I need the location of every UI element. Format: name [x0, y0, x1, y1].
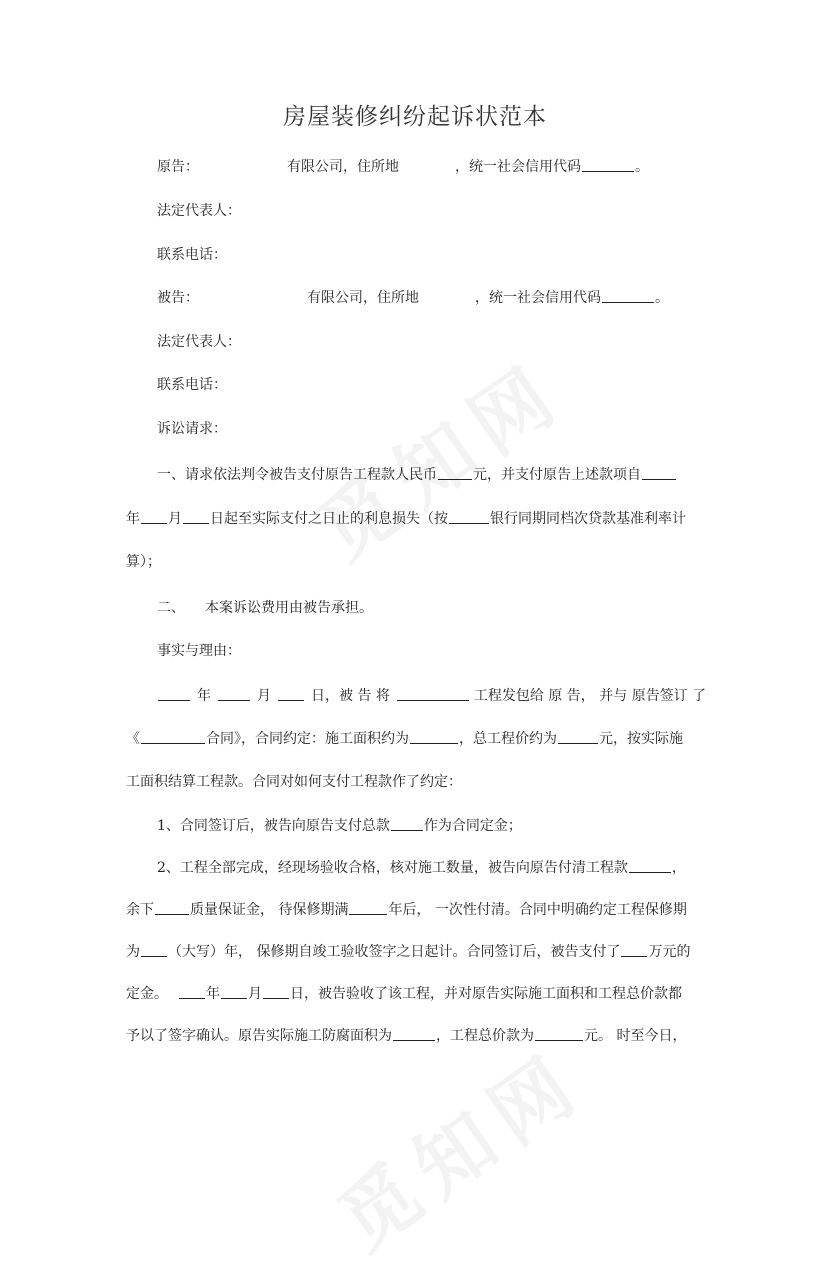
term1-line: 1、合同签订后，被告向原告支付总款 作为合同定金； — [157, 818, 522, 834]
claim2-line: 二、 本案诉讼费用由被告承担。 — [157, 600, 373, 616]
term2-line4: 定金。 年 月 日，被告验收了该工程，并对原告实际施工面积和工程总价款都 — [126, 986, 682, 1002]
defendant-line: 被告： 有限公司，住所地 ，统一社会信用代码 。 — [157, 290, 669, 306]
term2-line1: 2、工程全部完成，经现场验收合格，核对施工数量，被告向原告付清工程款 ， — [157, 860, 686, 876]
term2-line2: 余下 质量保证金， 待保修期满 年后， 一次性付清。合同中明确约定工程保修期 — [126, 902, 687, 918]
term2-line3: 为 （大写）年， 保修期自竣工验收签字之日起计。合同签订后，被告支付了 万元的 — [126, 944, 691, 960]
plaintiff-phone-label: 联系电话： — [157, 247, 227, 263]
claim1-line2: 年 月 日起至实际支付之日止的利息损失（按 银行同期同档次贷款基准利率计 — [126, 511, 686, 527]
watermark — [313, 1021, 603, 1271]
claim1-line3: 算）； — [126, 554, 161, 570]
plaintiff-line: 原告： 有限公司，住所地 ，统一社会信用代码 。 — [157, 159, 649, 175]
facts-line2: 《 合同》，合同约定：施工面积约为 ，总工程价约为 元，按实际施 — [126, 731, 683, 747]
defendant-phone-label: 联系电话： — [157, 377, 227, 393]
watermark — [293, 331, 583, 581]
term2-line5: 予以了签字确认。原告实际施工防腐面积为 ，工程总价款为 元。 时至今日， — [126, 1028, 687, 1044]
claims-heading: 诉讼请求： — [157, 421, 227, 437]
document-title: 房屋装修纠纷起诉状范本 — [283, 104, 547, 130]
claim1-line1: 一、请求依法判令被告支付原告工程款人民币 元，并支付原告上述款项自 — [157, 465, 706, 485]
facts-line3: 工面积结算工程款。合同对如何支付工程款作了约定： — [126, 774, 462, 790]
plaintiff-rep-label: 法定代表人： — [157, 203, 241, 219]
defendant-rep-label: 法定代表人： — [157, 334, 241, 350]
facts-line1: 年 月 日，被 告 将 工程发包给 原 告， 并与 原告签订 了 — [157, 686, 706, 706]
facts-heading: 事实与理由： — [157, 643, 241, 659]
